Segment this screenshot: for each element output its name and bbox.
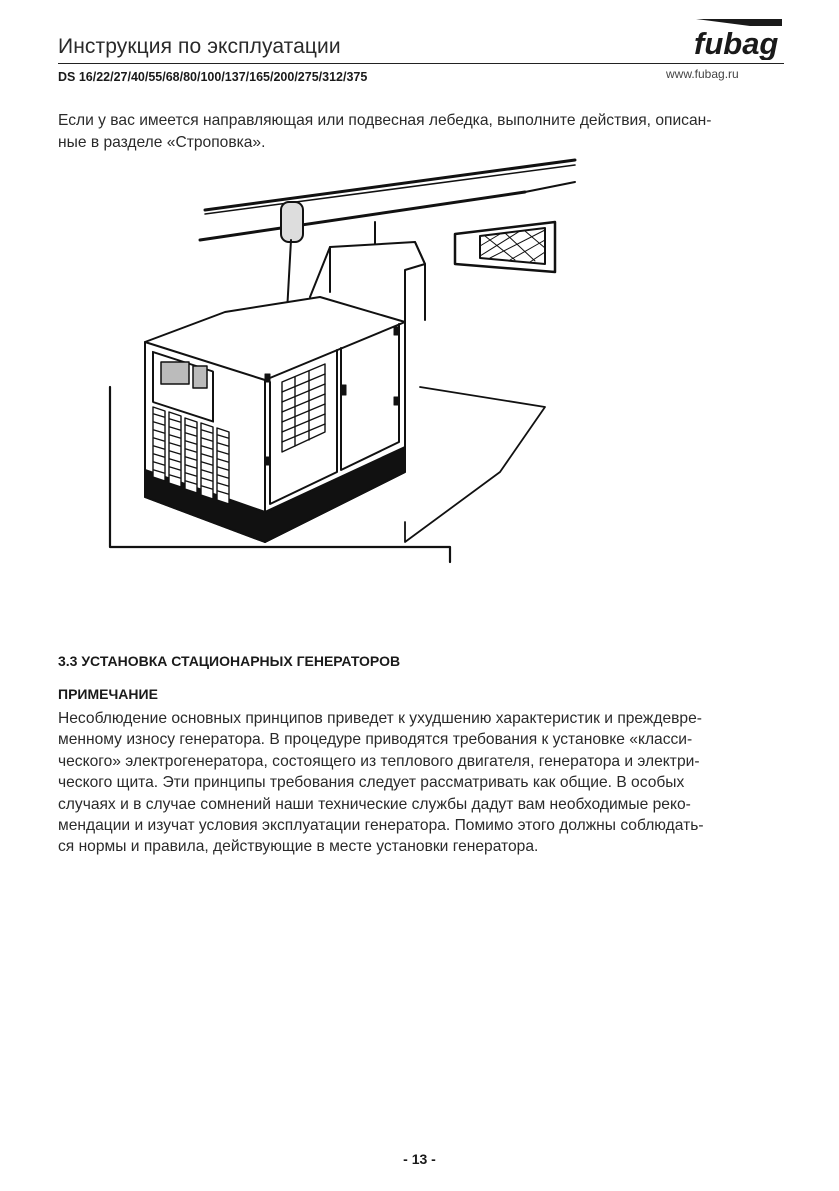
- section-heading: 3.3 УСТАНОВКА СТАЦИОНАРНЫХ ГЕНЕРАТОРОВ: [58, 653, 401, 669]
- page-header-title: Инструкция по эксплуатации: [58, 35, 341, 58]
- intro-line: ные в разделе «Строповка».: [58, 133, 266, 151]
- note-line: случаях и в случае сомнений наши технические службы дадут вам необходимые реко-: [58, 795, 691, 813]
- fubag-logo: [692, 18, 784, 60]
- header-divider: [58, 63, 784, 64]
- intro-line: Если у вас имеется направляющая или подвесная лебедка, выполните действия, описан-: [58, 112, 712, 129]
- note-line: ческого щита. Эти принципы требования следует рассматривать как общие. В особых: [58, 774, 685, 792]
- note-paragraph: [58, 708, 784, 858]
- model-list: DS 16/22/27/40/55/68/80/100/137/165/200/275/312/375: [58, 70, 368, 84]
- page-number: - 13 -: [403, 1151, 436, 1167]
- note-heading: ПРИМЕЧАНИЕ: [58, 686, 158, 702]
- note-line: ся нормы и правила, действующие в месте установки генератора.: [58, 838, 539, 856]
- intro-paragraph: [58, 110, 784, 153]
- note-line: мендации и изучат условия эксплуатации генератора. Помимо этого должны соблюдать-: [58, 817, 704, 835]
- note-line: Несоблюдение основных принципов приведет к ухудшению характеристик и преждевре-: [58, 710, 702, 727]
- note-line: менному износу генератора. В процедуре приводятся требования к установке «класси-: [58, 731, 693, 749]
- generator-illustration: [105, 152, 615, 577]
- brand-wordmark: fubag: [694, 26, 779, 60]
- website-link[interactable]: www.fubag.ru: [666, 67, 739, 81]
- note-line: ческого» электрогенератора, состоящего из теплового двигателя, генератора и электри-: [58, 752, 700, 770]
